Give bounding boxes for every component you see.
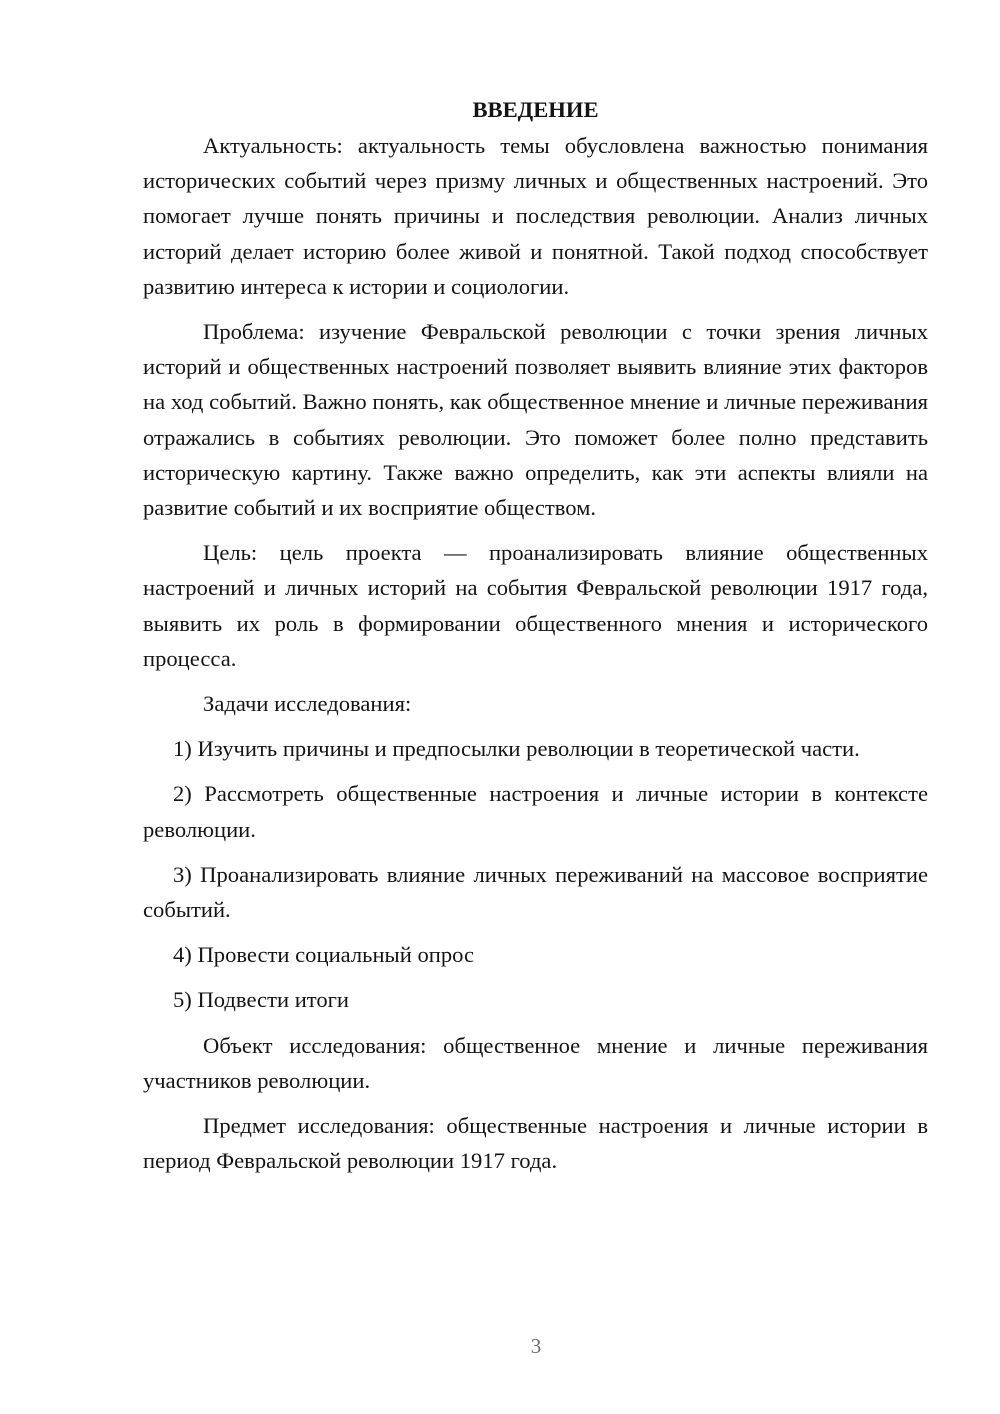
page-number: 3 [530,1334,542,1358]
problem-paragraph: Проблема: изучение Февральской революции с точки зрения личных историй и общественных настроений позволяет выявить влияние этих факторов на ход событий. Важно понять, как общественное мнение и личные переживания отражались в событиях революции. Это поможет более полно представить историческую картину. Также важно определить, как эти аспекты влияли на развитие событий и их восприятие обществом. [143,319,928,521]
page-title: ВВЕДЕНИЕ [472,97,599,122]
task-item: 5) Подвести итоги [173,987,350,1013]
task-item: 1) Изучить причины и предпосылки революции в теоретической части. [173,736,860,762]
goal-paragraph: Цель: цель проекта — проанализировать влияние общественных настроений и личных историй на события Февральской революции 1917 года, выявить их роль в формировании общественного мнения и исторического процесса. [143,540,928,671]
tasks-label: Задачи исследования: [203,691,412,717]
page-content [143,94,928,1188]
task-item: 3) Проанализировать влияние личных переживаний на массовое восприятие событий. [143,861,928,923]
object-paragraph: Объект исследования: общественное мнение и личные переживания участников революции. [143,1032,928,1093]
task-item: 2) Рассмотреть общественные настроения и личные истории в контексте революции. [143,781,928,842]
relevance-paragraph: Актуальность: актуальность темы обусловлена важностью понимания исторических событий через призму личных и общественных настроений. Это помогает лучше понять причины и последствия революции. Анализ личных историй делает историю более живой и понятной. Такой подход способствует развитию интереса к истории и социологии. [143,133,928,299]
subject-paragraph: Предмет исследования: общественные настроения и личные истории в период Февральской революции 1917 года. [143,1113,928,1174]
task-item: 4) Провести социальный опрос [173,942,475,968]
